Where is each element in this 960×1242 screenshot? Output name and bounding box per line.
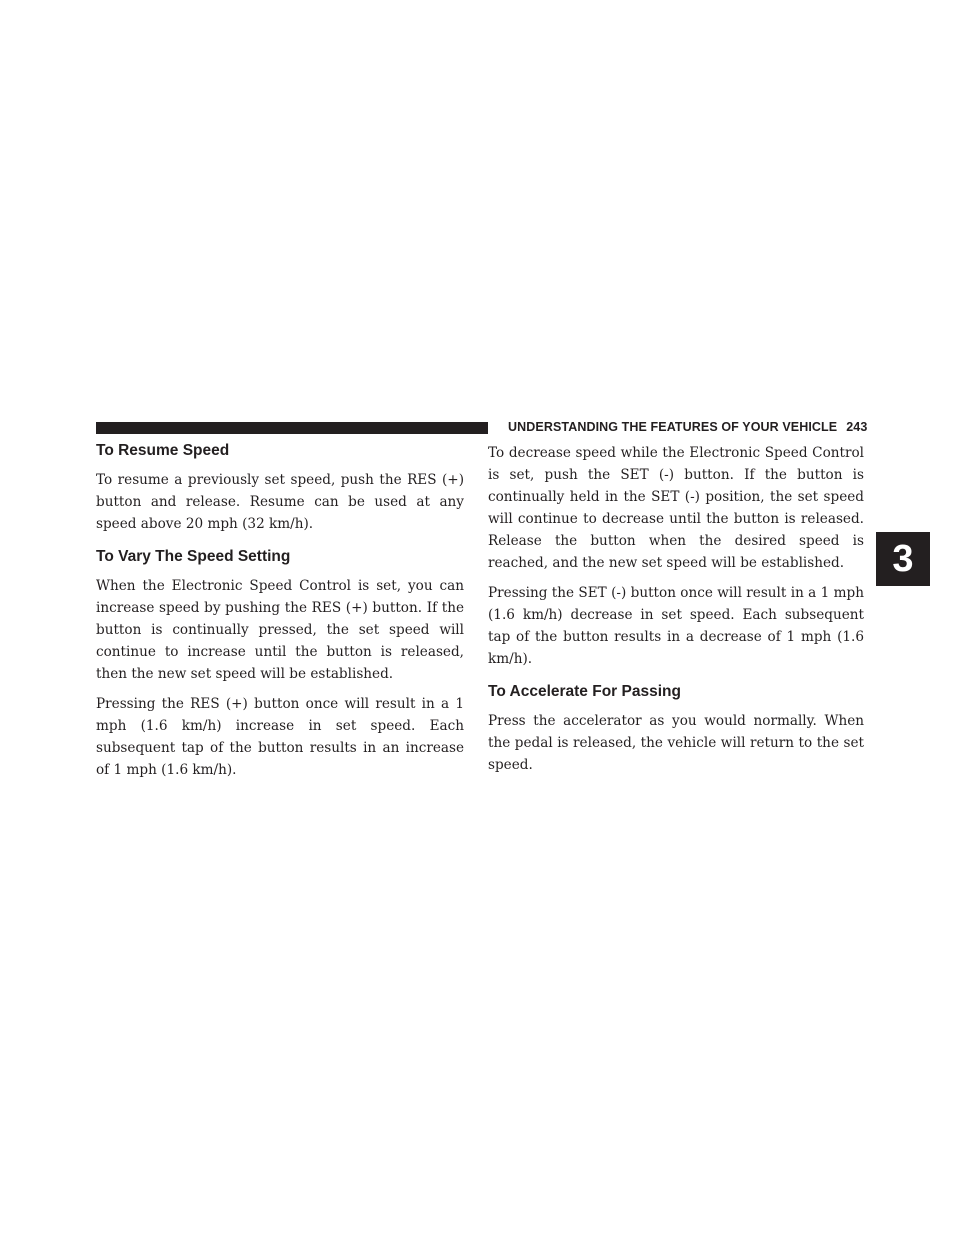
heading-accelerate-passing: To Accelerate For Passing xyxy=(488,683,681,700)
heading-resume-speed: To Resume Speed xyxy=(96,442,230,459)
heading-vary-speed: To Vary The Speed Setting xyxy=(96,548,291,565)
chapter-tab: 3 xyxy=(876,532,930,586)
left-column xyxy=(96,442,464,781)
right-column xyxy=(488,442,864,776)
running-header xyxy=(508,418,868,436)
header-rule xyxy=(96,422,488,434)
paragraph-accelerate-passing: Press the accelerator as you would normally. When the pedal is released, the vehicle will return to the set speed. xyxy=(488,713,864,773)
paragraph-resume-speed: To resume a previously set speed, push the RES (+) button and release. Resume can be used at any speed above 20 mph (32 km/h). xyxy=(96,472,464,532)
paragraph-set-tap: Pressing the SET (-) button once will result in a 1 mph (1.6 km/h) decrease in set speed. Each subsequent tap of the button results in a decrease of 1 mph (1.6 km/h). xyxy=(488,585,864,667)
header-title: UNDERSTANDING THE FEATURES OF YOUR VEHICLE xyxy=(508,420,838,434)
paragraph-decrease-speed: To decrease speed while the Electronic Speed Control is set, push the SET (-) button. If the button is continually held in the SET (-) position, the set speed will continue to decrease until the button is released. Release the button when the desired speed is reached, and the new set speed will be established. xyxy=(488,445,864,571)
paragraph-vary-speed-1: When the Electronic Speed Control is set, you can increase speed by pushing the RES (+) button. If the button is continually pressed, the set speed will continue to increase until the button is released, then the new set speed will be established. xyxy=(96,578,464,682)
page-number: 243 xyxy=(846,420,868,434)
paragraph-vary-speed-2: Pressing the RES (+) button once will result in a 1 mph (1.6 km/h) increase in set speed. Each subsequent tap of the button results in an increase of 1 mph (1.6 km/h). xyxy=(96,696,464,778)
